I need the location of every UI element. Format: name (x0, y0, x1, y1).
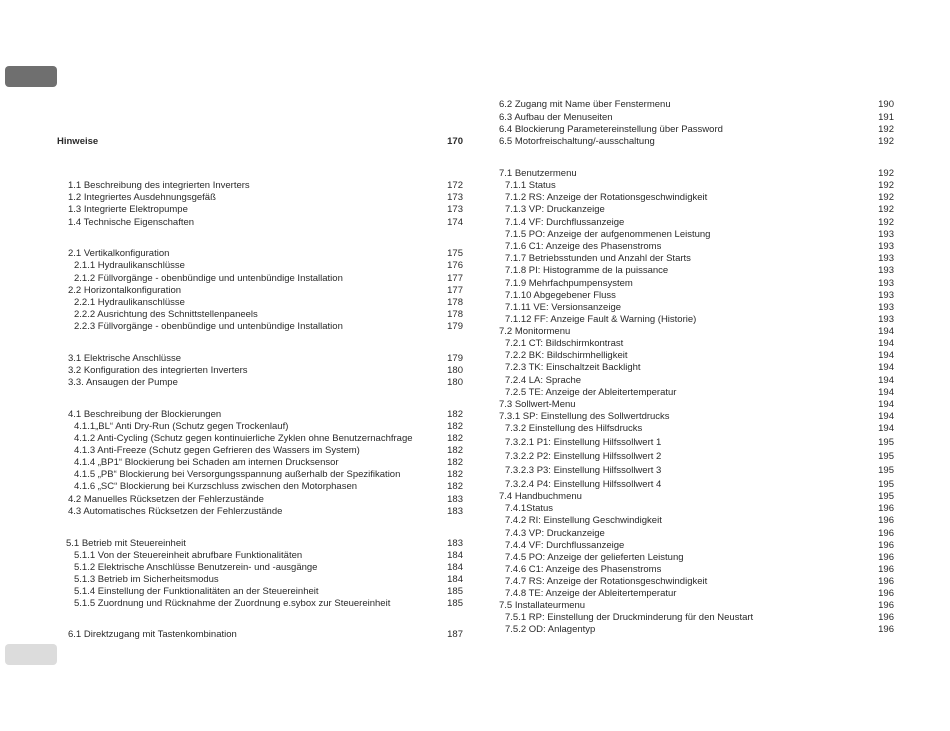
toc-entry[interactable] (57, 550, 463, 562)
toc-entry-page: 194 (878, 338, 894, 349)
toc-entry[interactable] (499, 180, 894, 192)
toc-entry-page: 182 (447, 469, 463, 480)
toc-entry-title: 5.1 Betrieb mit Steuereinheit (66, 538, 186, 549)
toc-entry-page: 183 (447, 494, 463, 505)
toc-entry-title: 3.1 Elektrische Anschlüsse (68, 353, 182, 364)
toc-entry[interactable] (57, 260, 463, 272)
toc-entry-page: 185 (447, 586, 463, 597)
toc-entry[interactable] (57, 217, 463, 229)
toc-entry-page: 174 (447, 217, 463, 228)
toc-entry[interactable] (499, 612, 894, 624)
toc-entry-title: 7.3.2.4 P4: Einstellung Hilfssollwert 4 (505, 479, 662, 490)
toc-entry-page: 185 (447, 598, 463, 609)
toc-entry-title: 5.1.3 Betrieb im Sicherheitsmodus (74, 574, 219, 585)
toc-entry-title: 7.4.1Status (505, 503, 554, 514)
toc-entry-page: 193 (878, 229, 894, 240)
toc-entry-page: 194 (878, 350, 894, 361)
toc-entry[interactable] (499, 588, 894, 600)
toc-entry-page: 195 (878, 491, 894, 502)
toc-entry-title: 7.1.12 FF: Anzeige Fault & Warning (Historie) (505, 314, 697, 325)
toc-entry-page: 178 (447, 309, 463, 320)
toc-entry-title: 7.4.4 VF: Durchflussanzeige (505, 540, 625, 551)
toc-entry-page: 194 (878, 387, 894, 398)
toc-entry-title: 2.2 Horizontalkonfiguration (68, 285, 182, 296)
toc-entry-title: 4.1 Beschreibung der Blockierungen (68, 409, 222, 420)
toc-entry-page: 193 (878, 278, 894, 289)
toc-entry-page: 195 (878, 437, 894, 448)
toc-entry-page: 184 (447, 574, 463, 585)
toc-entry-page: 194 (878, 375, 894, 386)
toc-entry-title: 4.1.4 „BP1“ Blockierung bei Schaden am internen Drucksensor (74, 457, 339, 468)
toc-entry[interactable] (57, 409, 463, 421)
toc-entry[interactable] (499, 411, 894, 423)
toc-entry-title: 6.4 Blockierung Parametereinstellung über Password (499, 124, 723, 135)
toc-entry[interactable] (499, 253, 894, 265)
toc-entry[interactable] (499, 528, 894, 540)
toc-entry-page: 191 (878, 112, 894, 123)
toc-entry-page: 192 (878, 217, 894, 228)
toc-entry-page: 196 (878, 612, 894, 623)
toc-entry[interactable] (499, 314, 894, 326)
toc-entry-title: 4.1.6 „SC“ Blockierung bei Kurzschluss zwischen den Motorphasen (74, 481, 358, 492)
toc-entry-title: 1.3 Integrierte Elektropumpe (68, 204, 188, 215)
toc-entry-title: 7.4.7 RS: Anzeige der Rotationsgeschwindigkeit (505, 576, 708, 587)
toc-entry-page: 184 (447, 550, 463, 561)
toc-entry[interactable] (499, 600, 894, 612)
toc-entry-title: 7.3.2.2 P2: Einstellung Hilfssollwert 2 (505, 451, 662, 462)
toc-entry-title: Hinweise (57, 136, 99, 147)
toc-entry[interactable] (57, 457, 463, 469)
toc-entry-page: 182 (447, 433, 463, 444)
toc-entry-title: 7.4.3 VP: Druckanzeige (505, 528, 605, 539)
toc-entry-title: 4.1.1„BL“ Anti Dry-Run (Schutz gegen Trockenlauf) (74, 421, 289, 432)
toc-entry[interactable] (499, 515, 894, 527)
toc-entry-page: 177 (447, 273, 463, 284)
toc-entry[interactable] (499, 540, 894, 552)
toc-entry-page: 179 (447, 321, 463, 332)
toc-entry-title: 7.3.1 SP: Einstellung des Sollwertdrucks (499, 411, 670, 422)
toc-entry-title: 7.2 Monitormenu (499, 326, 571, 337)
toc-entry[interactable] (499, 136, 894, 148)
toc-entry-title: 7.1.9 Mehrfachpumpensystem (505, 278, 633, 289)
toc-entry[interactable] (499, 350, 894, 362)
toc-entry-title: 1.1 Beschreibung des integrierten Inverters (68, 180, 250, 191)
toc-entry[interactable] (499, 265, 894, 277)
toc-entry[interactable] (499, 387, 894, 399)
toc-entry-page: 190 (878, 99, 894, 110)
toc-entry-page: 196 (878, 624, 894, 635)
toc-entry-page: 180 (447, 365, 463, 376)
toc-entry[interactable] (499, 465, 894, 477)
toc-entry[interactable] (499, 168, 894, 180)
toc-entry[interactable] (499, 423, 894, 435)
toc-entry-title: 5.1.5 Zuordnung und Rücknahme der Zuordnung e.sybox zur Steuereinheit (74, 598, 391, 609)
toc-entry[interactable] (499, 399, 894, 411)
toc-entry[interactable] (499, 124, 894, 136)
toc-entry-title: 7.3.2.3 P3: Einstellung Hilfssollwert 3 (505, 465, 662, 476)
toc-entry-title: 4.2 Manuelles Rücksetzen der Fehlerzustände (68, 494, 264, 505)
toc-entry-title: 7.1 Benutzermenu (499, 168, 577, 179)
toc-entry-title: 7.5 Installateurmenu (499, 600, 586, 611)
toc-entry[interactable] (57, 204, 463, 216)
toc-entry-page: 182 (447, 445, 463, 456)
toc-entry[interactable] (499, 362, 894, 374)
toc-entry[interactable] (499, 229, 894, 241)
toc-entry-page: 182 (447, 421, 463, 432)
toc-entry-title: 6.3 Aufbau der Menuseiten (499, 112, 613, 123)
toc-entry[interactable] (57, 445, 463, 457)
toc-entry[interactable] (57, 586, 463, 598)
toc-entry-page: 182 (447, 481, 463, 492)
toc-entry-title: 7.5.1 RP: Einstellung der Druckminderung für den Neustart (505, 612, 754, 623)
toc-entry-title: 7.1.11 VE: Versionsanzeige (505, 302, 622, 313)
toc-entry-title: 7.1.7 Betriebsstunden und Anzahl der Starts (505, 253, 691, 264)
toc-entry-page: 196 (878, 576, 894, 587)
toc-entry-title: 7.1.10 Abgegebener Fluss (505, 290, 616, 301)
toc-entry-page: 195 (878, 479, 894, 490)
toc-entry-title: 5.1.4 Einstellung der Funktionalitäten an der Steuereinheit (74, 586, 319, 597)
toc-entry-title: 7.4.5 PO: Anzeige der gelieferten Leistung (505, 552, 684, 563)
toc-entry-page: 180 (447, 377, 463, 388)
toc-entry-title: 7.3.2.1 P1: Einstellung Hilfssollwert 1 (505, 437, 662, 448)
toc-entry[interactable] (57, 433, 463, 445)
toc-entry-page: 170 (447, 136, 463, 147)
toc-entry[interactable] (57, 629, 463, 641)
toc-entry[interactable] (499, 479, 894, 491)
toc-entry[interactable] (499, 564, 894, 576)
toc-entry-page: 196 (878, 588, 894, 599)
toc-entry[interactable] (499, 326, 894, 338)
toc-entry[interactable] (499, 338, 894, 350)
toc-entry-page: 192 (878, 168, 894, 179)
toc-entry[interactable] (57, 481, 463, 493)
toc-entry-page: 193 (878, 314, 894, 325)
toc-entry-title: 7.1.3 VP: Druckanzeige (505, 204, 605, 215)
toc-entry-page: 195 (878, 451, 894, 462)
toc-entry-title: 7.2.3 TK: Einschaltzeit Backlight (505, 362, 641, 373)
page-tab-marker (5, 66, 57, 87)
toc-entry[interactable] (57, 192, 463, 204)
toc-entry-title: 1.2 Integriertes Ausdehnungsgefäß (68, 192, 216, 203)
toc-entry-title: 7.4.8 TE: Anzeige der Ableitertemperatur (505, 588, 677, 599)
toc-entry-page: 179 (447, 353, 463, 364)
toc-entry[interactable] (499, 241, 894, 253)
toc-entry-page: 193 (878, 241, 894, 252)
toc-entry-page: 196 (878, 540, 894, 551)
toc-entry-page: 187 (447, 629, 463, 640)
toc-entry-title: 4.1.5 „PB“ Blockierung bei Versorgungsspannung außerhalb der Spezifikation (74, 469, 401, 480)
toc-entry-title: 7.4.6 C1: Anzeige des Phasenstroms (505, 564, 662, 575)
toc-entry-title: 7.4.2 RI: Einstellung Geschwindigkeit (505, 515, 662, 526)
toc-entry-page: 196 (878, 515, 894, 526)
toc-entry-title: 7.3 Sollwert-Menu (499, 399, 576, 410)
toc-entry-page: 182 (447, 409, 463, 420)
toc-entry[interactable] (57, 321, 463, 333)
toc-entry[interactable] (57, 538, 463, 550)
toc-entry-page: 173 (447, 204, 463, 215)
toc-entry[interactable] (499, 451, 894, 463)
toc-entry-page: 192 (878, 180, 894, 191)
toc-entry[interactable] (57, 494, 463, 506)
toc-entry-title: 7.1.5 PO: Anzeige der aufgenommenen Leistung (505, 229, 711, 240)
toc-entry-page: 176 (447, 260, 463, 271)
toc-entry-title: 7.2.5 TE: Anzeige der Ableitertemperatur (505, 387, 677, 398)
toc-entry[interactable] (57, 180, 463, 192)
toc-entry-title: 3.2 Konfiguration des integrierten Inverters (68, 365, 248, 376)
toc-entry-page: 184 (447, 562, 463, 573)
toc-entry-title: 1.4 Technische Eigenschaften (68, 217, 195, 228)
toc-entry[interactable] (499, 302, 894, 314)
toc-entry-title: 4.3 Automatisches Rücksetzen der Fehlerzustände (68, 506, 283, 517)
toc-entry[interactable] (499, 624, 894, 636)
toc-entry-title: 2.2.1 Hydraulikanschlüsse (74, 297, 185, 308)
toc-entry-page: 177 (447, 285, 463, 296)
toc-entry[interactable] (57, 421, 463, 433)
toc-entry-page: 194 (878, 411, 894, 422)
toc-entry-page: 195 (878, 465, 894, 476)
toc-entry-page: 183 (447, 506, 463, 517)
toc-entry-page: 196 (878, 552, 894, 563)
toc-entry-page: 194 (878, 326, 894, 337)
toc-entry[interactable] (499, 437, 894, 449)
toc-entry-title: 5.1.1 Von der Steuereinheit abrufbare Funktionalitäten (74, 550, 303, 561)
toc-entry[interactable] (57, 377, 463, 389)
toc-entry-title: 2.2.3 Füllvorgänge - obenbündige und untenbündige Installation (74, 321, 343, 332)
toc-entry-page: 192 (878, 192, 894, 203)
toc-entry-page: 182 (447, 457, 463, 468)
toc-entry[interactable] (57, 574, 463, 586)
toc-entry[interactable] (499, 204, 894, 216)
toc-entry-title: 4.1.2 Anti-Cycling (Schutz gegen kontinuierliche Zyklen ohne Benutzernachfrage (74, 433, 413, 444)
toc-entry-page: 193 (878, 302, 894, 313)
toc-entry-title: 7.2.2 BK: Bildschirmhelligkeit (505, 350, 628, 361)
toc-entry-page: 175 (447, 248, 463, 259)
toc-entry-title: 7.2.1 CT: Bildschirmkontrast (505, 338, 624, 349)
toc-entry[interactable] (499, 278, 894, 290)
toc-entry[interactable] (57, 598, 463, 610)
toc-entry-title: 7.1.8 PI: Histogramme de la puissance (505, 265, 669, 276)
toc-entry[interactable] (57, 248, 463, 260)
toc-entry-page: 193 (878, 290, 894, 301)
toc-entry-title: 2.1.1 Hydraulikanschlüsse (74, 260, 185, 271)
toc-entry-page: 194 (878, 362, 894, 373)
toc-entry-page: 196 (878, 528, 894, 539)
toc-entry[interactable] (499, 503, 894, 515)
toc-entry[interactable] (499, 576, 894, 588)
toc-entry-page: 194 (878, 399, 894, 410)
toc-entry[interactable] (499, 375, 894, 387)
toc-entry[interactable] (57, 297, 463, 309)
toc-entry-page: 196 (878, 503, 894, 514)
toc-entry[interactable] (499, 99, 894, 111)
toc-entry[interactable] (499, 491, 894, 503)
toc-entry-page: 178 (447, 297, 463, 308)
page-tab-marker-bottom (5, 644, 57, 665)
toc-entry[interactable] (499, 112, 894, 124)
toc-entry[interactable] (57, 365, 463, 377)
toc-entry-title: 7.1.6 C1: Anzeige des Phasenstroms (505, 241, 662, 252)
toc-entry[interactable] (499, 217, 894, 229)
toc-entry-page: 173 (447, 192, 463, 203)
toc-entry-title: 3.3. Ansaugen der Pumpe (68, 377, 178, 388)
toc-entry[interactable] (57, 506, 463, 518)
toc-entry[interactable] (57, 562, 463, 574)
toc-entry-title: 7.1.2 RS: Anzeige der Rotationsgeschwindigkeit (505, 192, 708, 203)
toc-entry[interactable] (499, 192, 894, 204)
toc-entry-page: 172 (447, 180, 463, 191)
toc-entry-page: 183 (447, 538, 463, 549)
toc-entry[interactable] (499, 552, 894, 564)
toc-entry-page: 193 (878, 253, 894, 264)
toc-entry-title: 4.1.3 Anti-Freeze (Schutz gegen Gefrieren des Wassers im System) (74, 445, 360, 456)
toc-entry-page: 192 (878, 136, 894, 147)
toc-entry-title: 6.2 Zugang mit Name über Fenstermenu (499, 99, 671, 110)
toc-entry-title: 7.5.2 OD: Anlagentyp (505, 624, 596, 635)
toc-entry-title: 7.2.4 LA: Sprache (505, 375, 582, 386)
toc-entry-title: 2.1 Vertikalkonfiguration (68, 248, 170, 259)
toc-entry-title: 7.3.2 Einstellung des Hilfsdrucks (505, 423, 643, 434)
toc-entry[interactable] (57, 273, 463, 285)
toc-entry-page: 193 (878, 265, 894, 276)
toc-entry[interactable] (57, 353, 463, 365)
toc-entry-page: 196 (878, 564, 894, 575)
toc-entry[interactable] (57, 136, 463, 148)
toc-entry-title: 2.2.2 Ausrichtung des Schnittstellenpaneels (74, 309, 258, 320)
toc-entry-title: 6.1 Direktzugang mit Tastenkombination (68, 629, 237, 640)
toc-entry-title: 7.1.4 VF: Durchflussanzeige (505, 217, 625, 228)
toc-entry-page: 192 (878, 124, 894, 135)
toc-entry-title: 2.1.2 Füllvorgänge - obenbündige und untenbündige Installation (74, 273, 343, 284)
toc-entry[interactable] (57, 285, 463, 297)
toc-entry-title: 6.5 Motorfreischaltung/-ausschaltung (499, 136, 655, 147)
toc-entry-title: 7.1.1 Status (505, 180, 556, 191)
toc-entry[interactable] (57, 309, 463, 321)
toc-entry-page: 192 (878, 204, 894, 215)
toc-entry-page: 194 (878, 423, 894, 434)
toc-entry-title: 7.4 Handbuchmenu (499, 491, 582, 502)
toc-entry[interactable] (57, 469, 463, 481)
toc-entry[interactable] (499, 290, 894, 302)
toc-entry-page: 196 (878, 600, 894, 611)
toc-entry-title: 5.1.2 Elektrische Anschlüsse Benutzerein- und -ausgänge (74, 562, 318, 573)
